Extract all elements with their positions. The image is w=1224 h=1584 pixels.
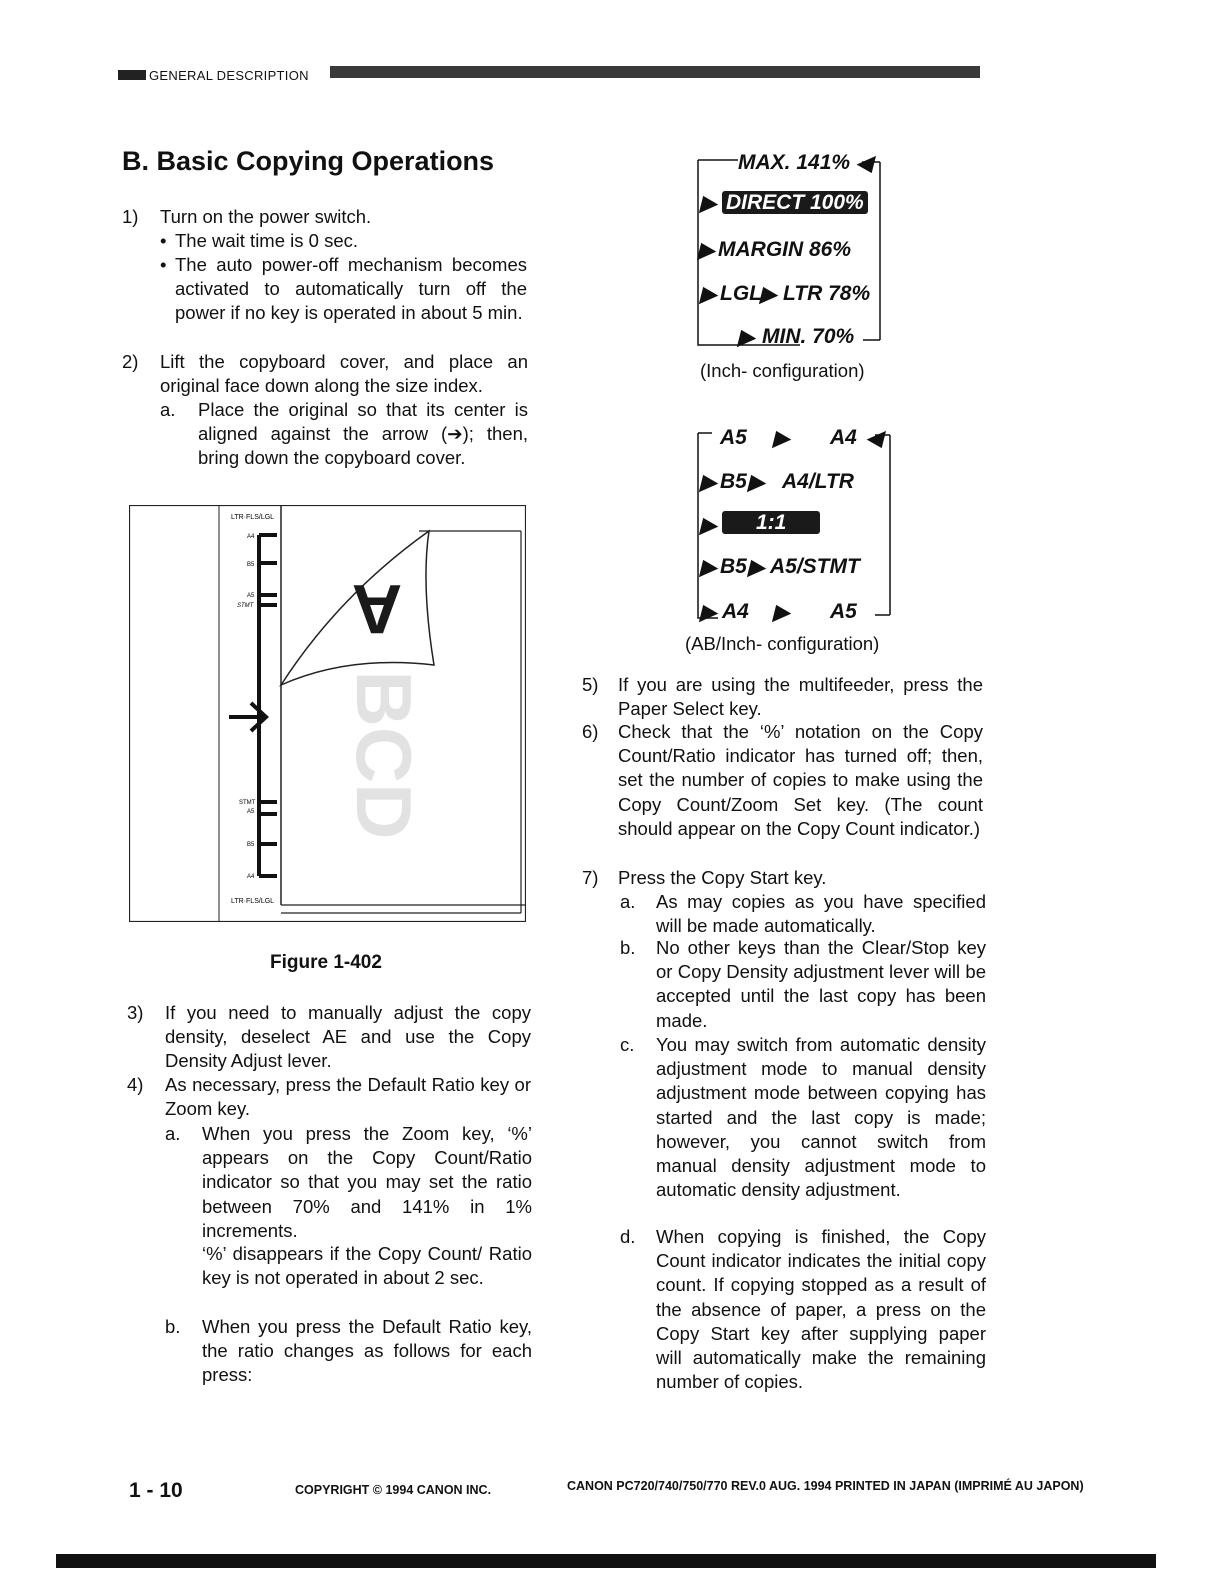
sub-label: a. [620, 891, 636, 912]
sub-text: When you press the Zoom key, ‘%’ appears on the Copy Count/Ratio indicator so that you may set the ratio between 70% and 141% in 1% increments. [202, 1123, 532, 1241]
sub-text: Place the original so that its center is aligned against the arrow (➔); then, bring down the copyboard cover. [198, 399, 528, 469]
page-number: 1 - 10 [129, 1479, 183, 1502]
copyboard-figure [129, 505, 526, 922]
ratio-b5-to: B5 [720, 555, 747, 578]
step-number: 2) [122, 351, 139, 372]
page-title: B. Basic Copying Operations [122, 146, 495, 176]
sub-text: No other keys than the Clear/Stop key or Copy Density adjustment lever will be accepted until the last copy has been made. [656, 937, 986, 1031]
scale-label: STMT [239, 800, 256, 806]
header-rule [330, 66, 980, 78]
ratio-min: MIN. 70% [762, 325, 855, 348]
scale-label: A5 [247, 593, 255, 599]
ratio-ltr: LTR 78% [783, 282, 871, 305]
arrow-icon: ▶ [738, 326, 755, 349]
step-text: Turn on the power switch. [160, 206, 372, 227]
arrow-icon: ▶ [748, 556, 765, 579]
sub-text: ‘%’ disappears if the Copy Count/ Ratio key is not operated in about 2 sec. [202, 1243, 532, 1289]
ratio-lgl: LGL [720, 282, 762, 305]
copyright: COPYRIGHT © 1994 CANON INC. [295, 1483, 492, 1497]
figure-caption: Figure 1-402 [270, 952, 382, 973]
arrow-icon: ▶ [700, 192, 717, 215]
scale-label: A5 [247, 809, 255, 815]
scale-label: B5 [247, 842, 255, 848]
sub-label: d. [620, 1226, 636, 1247]
ratio-direct-highlight: DIRECT 100% [722, 191, 868, 214]
arrow-icon: ▶ [748, 471, 765, 494]
step-text: If you need to manually adjust the copy density, deselect AE and use the Copy Density Adjust lever. [165, 1002, 531, 1072]
sub-text: As may copies as you have specified will be made automatically. [656, 891, 986, 937]
ratio-1-1: 1:1 [722, 511, 820, 534]
arrow-icon: ▶ [700, 556, 717, 579]
arrow-icon: ▶ [698, 239, 715, 262]
step-text: As necessary, press the Default Ratio key or Zoom key. [165, 1074, 531, 1120]
arrow-icon: ◀ [866, 427, 883, 450]
step-text: Check that the ‘%’ notation on the Copy Count/Ratio indicator has turned off; then, set the number of copies to make using the Copy Count/Zoom Set key. (The count should appear on the Copy Count indicator.) [618, 721, 983, 839]
sub-label: b. [620, 937, 636, 958]
step-number: 6) [582, 721, 599, 742]
step-number: 7) [582, 867, 599, 888]
sub-text: When you press the Default Ratio key, the ratio changes as follows for each press: [202, 1316, 532, 1386]
sub-label: a. [165, 1123, 181, 1144]
step-number: 4) [127, 1074, 144, 1095]
ratio-a5-a4-from: A5 [720, 426, 747, 449]
bullet: • [160, 230, 167, 251]
step-text: Press the Copy Start key. [618, 867, 827, 888]
section-header: GENERAL DESCRIPTION [149, 68, 309, 83]
arrow-icon: ◀ [856, 152, 873, 175]
ratio-a4-a5-to: A5 [830, 600, 857, 623]
scale-label: LTR·FLS/LGL [231, 898, 275, 905]
sub-label: c. [620, 1034, 635, 1055]
step-text: Lift the copyboard cover, and place an original face down along the size index. [160, 351, 528, 397]
arrow-icon: ▶ [700, 514, 717, 537]
ratio-a5stmt: A5/STMT [770, 555, 860, 578]
ratio-a5-a4-to: A4 [830, 426, 857, 449]
doc-info: CANON PC720/740/750/770 REV.0 AUG. 1994 PRINTED IN JAPAN (IMPRIMÉ AU JAPON) [567, 1479, 1084, 1493]
step-bullet-text: The wait time is 0 sec. [175, 230, 359, 251]
scale-label: STMT [237, 603, 254, 609]
page-letter: A [351, 570, 403, 648]
scale-label: A4 [247, 534, 255, 540]
ratio-direct [722, 191, 868, 215]
arrow-icon: ▶ [760, 283, 777, 306]
arrow-icon: ▶ [773, 601, 790, 624]
sub-text: You may switch from automatic density adjustment mode to manual density adjustment mode between copying has started and the last copy is made; however, you cannot switch from manual density adjustment mode to automatic density adjustment. [656, 1034, 986, 1201]
ratio-a4ltr: A4/LTR [782, 470, 854, 493]
ratio-max: MAX. 141% [738, 151, 851, 174]
ratio-a4-a5-from: A4 [722, 600, 749, 623]
inch-caption: (Inch- configuration) [700, 360, 865, 381]
arrow-icon: ▶ [700, 283, 717, 306]
arrow-icon: ▶ [700, 471, 717, 494]
step-number: 5) [582, 674, 599, 695]
step-number: 3) [127, 1002, 144, 1023]
step-number: 1) [122, 206, 139, 227]
sub-text: When copying is finished, the Copy Count indicator indicates the initial copy count. If copying stopped as a result of the absence of paper, a press on the Copy Start key after supplying paper will automatically make the remaining number of copies. [656, 1226, 986, 1393]
step-bullet-text: The auto power-off mechanism becomes activated to automatically turn off the power if no key is operated in about 5 min. [175, 254, 527, 324]
step-text: If you are using the multifeeder, press the Paper Select key. [618, 674, 983, 720]
scale-label: LTR·FLS/LGL [231, 514, 275, 521]
scale-label: A4 [247, 874, 255, 880]
figure-frame [130, 506, 526, 922]
ratio-margin: MARGIN 86% [718, 238, 852, 261]
arrow-icon: ▶ [700, 601, 717, 624]
scale-label: B5 [247, 562, 255, 568]
sub-label: b. [165, 1316, 181, 1337]
ghost-letters: BCD [340, 670, 428, 840]
bottom-edge [56, 1554, 1156, 1568]
ab-caption: (AB/Inch- configuration) [685, 633, 880, 654]
sub-label: a. [160, 399, 176, 420]
arrow-icon: ▶ [773, 427, 790, 450]
ratio-b5-from: B5 [720, 470, 747, 493]
header-marker [118, 70, 146, 80]
bullet: • [160, 254, 167, 275]
